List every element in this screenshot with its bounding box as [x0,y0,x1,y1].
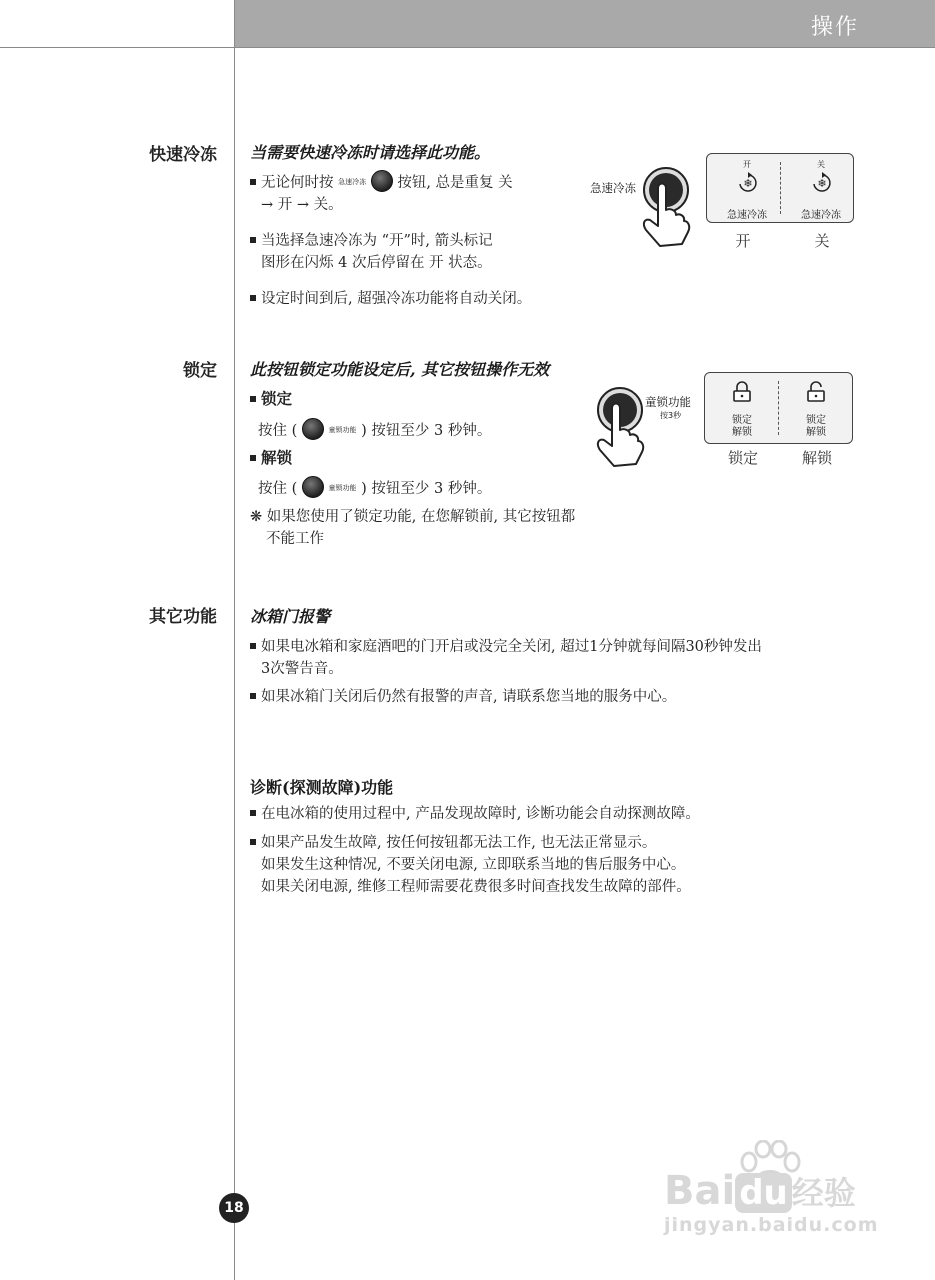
panel-on-indicator: 开 [743,160,751,169]
lock-closed-icon [731,381,753,403]
bullet [250,643,256,649]
figure-button-sublabel: 按3秒 [660,411,682,420]
lock-panel [704,372,853,444]
page-header-title: 操作 [810,15,859,40]
quick-freeze-heading: 当需要快速冷冻时请选择此功能。 [250,143,491,162]
figure-button-label: 童锁功能 [645,395,691,409]
bullet [250,693,256,699]
quick-freeze-paragraph-2: 当选择急速冷冻为 “开”时, 箭头标记 图形在闪烁 4 次后停留在 开 状态。 [250,230,580,274]
lock-open-icon [805,381,827,403]
section-label-other: 其它功能 [149,607,217,627]
inline-button-label: 急速冷冻 [338,178,367,186]
quick-freeze-paragraph-3: 设定时间到后, 超强冷冻功能将自动关闭。 [250,288,610,310]
bullet [250,396,256,402]
bullet [250,295,256,301]
bullet [250,455,256,461]
diagnosis-paragraph-2: 如果产品发生故障, 按任何按钮都无法工作, 也无法正常显示。 如果发生这种情况, 不要关闭电源, 立即联系当地的售后服务中心。 如果关闭电源, 维修工程师需要花费很多时间查找发生故障的部件。 [250,832,870,898]
lock-note: ❋ 如果您使用了锁定功能, 在您解锁前, 其它按钮都 不能工作 [250,509,576,547]
caption-unlock: 解锁 [801,449,832,467]
watermark-brand: Bai du 经验 [664,1168,856,1214]
quick-freeze-button-icon [371,170,393,192]
inline-button-label: 童锁功能 [328,484,357,492]
panel-divider [778,381,779,435]
page-number: 18 [219,1193,249,1223]
panel-lock-label: 锁定 [806,415,826,426]
hand-pressing-button-icon [628,160,698,250]
child-lock-button-icon [302,418,324,440]
door-alarm-paragraph-2: 如果冰箱门关闭后仍然有报警的声音, 请联系您当地的服务中心。 [250,686,870,708]
child-lock-button-icon [302,476,324,498]
bullet [250,179,256,185]
panel-on-label: 急速冷冻 [727,210,767,221]
panel-off-indicator: 关 [817,160,825,169]
unlock-instruction: 按住 ( $^{童锁功能}$ ) 按钮至少 3 秒钟。 [258,476,491,500]
margin-rule [234,0,235,1280]
diagnosis-heading: 诊断(探测故障)功能 [250,778,394,797]
section-label-quick-freeze: 快速冷冻 [149,145,217,165]
lock-instruction: 按住 ( $^{童锁功能}$ ) 按钮至少 3 秒钟。 [258,418,491,442]
diagnosis-paragraph-1: 在电冰箱的使用过程中, 产品发现故障时, 诊断功能会自动探测故障。 [250,803,870,825]
snowflake-arrow-icon [735,170,761,196]
panel-divider [780,162,781,214]
header-rule [0,47,935,48]
panel-unlock-label: 解锁 [806,427,826,438]
snowflake-arrow-icon [809,170,835,196]
bullet [250,237,256,243]
bullet [250,839,256,845]
panel-lock-label: 锁定 [732,415,752,426]
svg-text:❄: ❄ [743,177,753,190]
lock-subheading: 锁定 [250,388,292,410]
door-alarm-paragraph-1: 如果电冰箱和家庭酒吧的门开启或没完全关闭, 超过1分钟就每间隔30秒钟发出 3次警告音。 [250,636,870,680]
bullet [250,810,256,816]
figure-button-label: 急速冷冻 [590,181,636,195]
caption-lock: 锁定 [727,449,758,467]
lock-heading: 此按钮锁定功能设定后, 其它按钮操作无效 [250,360,550,379]
section-label-lock: 锁定 [183,361,217,381]
caption-on: 开 [735,232,751,250]
quick-freeze-paragraph-1: 无论何时按 $^{急速冷冻}$ 按钮, 总是重复 关 → 开 → 关。 [250,170,580,216]
panel-unlock-label: 解锁 [732,427,752,438]
svg-text:❄: ❄ [817,177,827,190]
unlock-subheading: 解锁 [250,447,292,469]
panel-off-label: 急速冷冻 [801,210,841,221]
inline-button-label: 童锁功能 [328,426,357,434]
door-alarm-heading: 冰箱门报警 [250,607,331,626]
caption-off: 关 [814,232,830,250]
quick-freeze-panel [706,153,854,223]
watermark-url: jingyan.baidu.com [664,1214,879,1236]
